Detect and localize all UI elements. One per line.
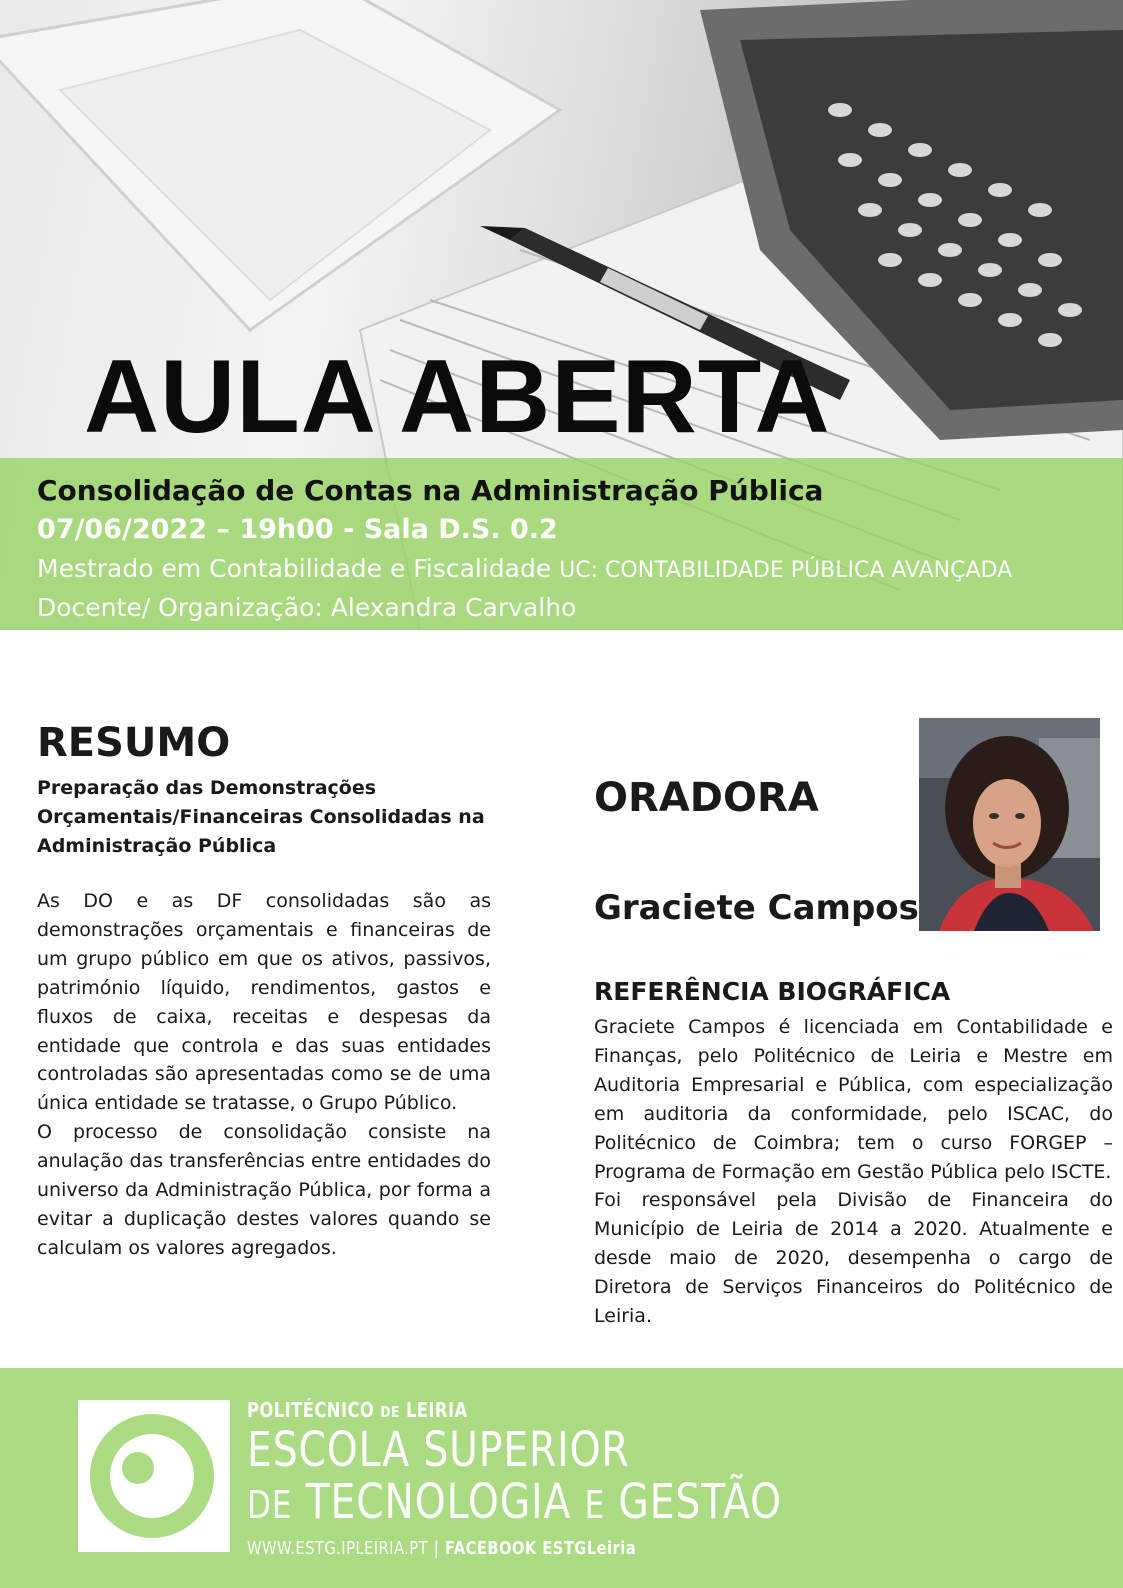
event-subtitle: Consolidação de Contas na Administração Pública — [37, 474, 824, 507]
resumo-paragraph: O processo de consolidação consiste na anulação das transferências entre entidades do universo da Administração Pública, por forma a evitar a duplicação destes valores quando se calculam os valores agregados. — [37, 1121, 491, 1259]
school-word: GESTÃO — [618, 1474, 782, 1530]
bio-paragraph: Graciete Campos é licenciada em Contabilidade e Finanças, pelo Politécnico de Leiria e Mestre em Auditoria Empresarial e Pública, com especialização em auditoria da conformidade, pelo ISCAC, do Politécnico de Coimbra; tem o curso FORGEP – Programa de Formação em Gestão Pública pelo ISCTE. — [594, 1016, 1113, 1183]
facebook-link[interactable]: | FACEBOOK ESTGLeiria — [433, 1538, 637, 1559]
estg-eye-logo — [78, 1400, 230, 1552]
resumo-heading: RESUMO — [37, 720, 231, 766]
speaker-portrait — [919, 718, 1100, 931]
institution-word: POLITÉCNICO — [247, 1398, 375, 1422]
school-name-line-2 — [247, 1474, 782, 1530]
institution-word: LEIRIA — [405, 1398, 468, 1422]
institution-name — [247, 1398, 468, 1422]
resumo-paragraph: As DO e as DF consolidadas são as demonstrações orçamentais e financeiras de um grupo público em que os ativos, passivos, património líquido, rendimentos, gastos e fluxos de caixa, receitas e despesas da entidade que controla e das suas entidades controladas são apresentadas como se de uma única entidade se tratasse, o Grupo Público. — [37, 890, 491, 1115]
school-word: DE — [247, 1483, 293, 1527]
institution-word: DE — [380, 1403, 400, 1421]
school-word: TECNOLOGIA — [305, 1474, 572, 1530]
school-word: E — [584, 1483, 606, 1527]
website-link[interactable]: WWW.ESTG.IPLEIRIA.PT — [247, 1538, 429, 1559]
speaker-heading: ORADORA — [594, 775, 819, 821]
bio-paragraph: Foi responsável pela Divisão de Financeira do Município de Leiria de 2014 a 2020. Atualmente e desde maio de 2020, desempenha o cargo de Diretora de Serviços Financeiros do Politécnico de Leiria. — [594, 1189, 1113, 1328]
course-name: Mestrado em Contabilidade e Fiscalidade — [37, 554, 552, 583]
school-name-line-1: ESCOLA SUPERIOR — [247, 1422, 630, 1478]
bio-heading: REFERÊNCIA BIOGRÁFICA — [594, 977, 951, 1006]
footer-links — [247, 1538, 636, 1559]
resumo-body — [37, 887, 491, 1263]
event-date: 07/06/2022 – 19h00 - Sala D.S. 0.2 — [37, 514, 558, 545]
page-title: AULA ABERTA — [84, 339, 831, 455]
bio-body — [594, 1013, 1113, 1331]
speaker-name: Graciete Campos — [594, 888, 919, 928]
resumo-subtitle: Preparação das Demonstrações Orçamentais/Financeiras Consolidadas na Administração Pública — [37, 777, 485, 857]
course-uc: UC: CONTABILIDADE PÚBLICA AVANÇADA — [559, 558, 1013, 583]
event-teacher: Docente/ Organização: Alexandra Carvalho — [37, 593, 577, 622]
event-course — [37, 554, 1012, 583]
